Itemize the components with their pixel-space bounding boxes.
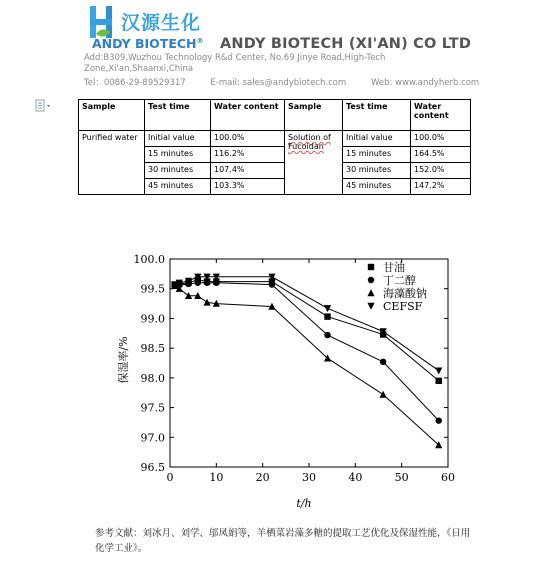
contact-line [84,76,501,88]
legend-label-0: 甘油 [383,261,405,274]
y-tick-label: 97.0 [140,431,165,445]
sample-purified-water: Purified water [79,131,145,195]
legend-label-3: CEFSF [383,300,423,313]
legend-marker-1 [368,277,374,283]
website: Web: www.andyherb.com [370,78,480,88]
x-tick-label: 40 [348,471,363,484]
table-cell: 116.2% [211,147,285,163]
table-cell: 164.5% [411,147,471,163]
table-cell: 30 minutes [145,163,211,179]
paste-options-icon[interactable] [35,99,51,113]
table-cell: 103.3% [211,179,285,195]
legend-marker-2 [367,289,374,296]
y-tick-label: 96.5 [140,461,165,474]
data-point [324,332,330,338]
legend-label-2: 海藻酸钠 [383,287,427,300]
data-point [380,391,387,398]
table-cell: 15 minutes [145,147,211,163]
data-point [436,417,442,423]
reference-note: 参考文献：刘冰月、刘学、邬凤娟等，羊栖菜岩藻多糖的提取工艺优化及保湿性能，《日用化学工业》。 [95,528,471,554]
header-water-content: Water content [411,100,471,131]
table-cell: 100.0% [411,131,471,147]
x-tick-label: 20 [255,471,270,484]
header-sample: Sample [79,100,145,131]
y-tick-label: 97.5 [140,401,165,415]
y-tick-label: 98.5 [140,342,165,356]
company-name: ANDY BIOTECH (XI'AN) CO LTD [220,36,472,52]
data-point [380,359,386,365]
moisture-retention-chart [108,245,468,513]
table-cell: 147.2% [411,179,471,195]
x-tick-label: 10 [209,471,224,484]
header-sample: Sample [285,100,343,131]
y-axis-label: 保湿率/% [117,336,130,384]
y-tick-label: 99.0 [140,312,165,326]
data-point [203,299,210,306]
y-tick-label: 98.0 [140,371,165,385]
legend-marker-0 [368,264,374,270]
table-cell: 100.0% [211,131,285,147]
data-point [324,313,330,319]
x-axis-label: t/h [296,497,312,510]
x-tick-label: 50 [394,471,409,484]
x-tick-label: 30 [302,471,316,484]
table-cell: Initial value [145,131,211,147]
telephone: Tel：0086-29-89529317 [84,78,186,88]
data-point [324,305,331,312]
y-tick-label: 100.0 [133,253,165,266]
table-cell: 45 minutes [145,179,211,195]
logo-english-name: ANDY BIOTECH® [92,36,204,51]
water-content-table [78,99,471,195]
data-point [269,281,275,287]
data-point [436,378,442,384]
legend-label-1: 丁二醇 [383,274,416,287]
x-tick-label: 0 [166,471,174,484]
y-tick-label: 99.5 [140,282,165,296]
table-cell: 45 minutes [343,179,411,195]
sample-fucoidan-solution: Solution of Fucoidan [285,131,343,195]
header-water-content: Water content [211,100,285,131]
table-row [79,131,471,147]
data-point [435,368,442,375]
header-test-time: Test time [145,100,211,131]
logo-chinese-name: 汉源生化 [121,12,202,34]
table-cell: 152.0% [411,163,471,179]
table-cell: Initial value [343,131,411,147]
x-tick-label: 60 [441,471,455,484]
table-cell: 30 minutes [343,163,411,179]
table-cell: 107.4% [211,163,285,179]
company-address: Add:B309,Wuzhou Technology R&d Center, No.69 Jinye Road,High-Tech Zone,Xi'an,Shaanxi,China [84,53,386,74]
chart-legend [367,260,427,313]
legend-marker-3 [367,303,374,310]
table-header-row [79,100,471,131]
table-cell: 15 minutes [343,147,411,163]
header-test-time: Test time [343,100,411,131]
email: E-mail: sales@andybiotech.com [210,78,347,88]
